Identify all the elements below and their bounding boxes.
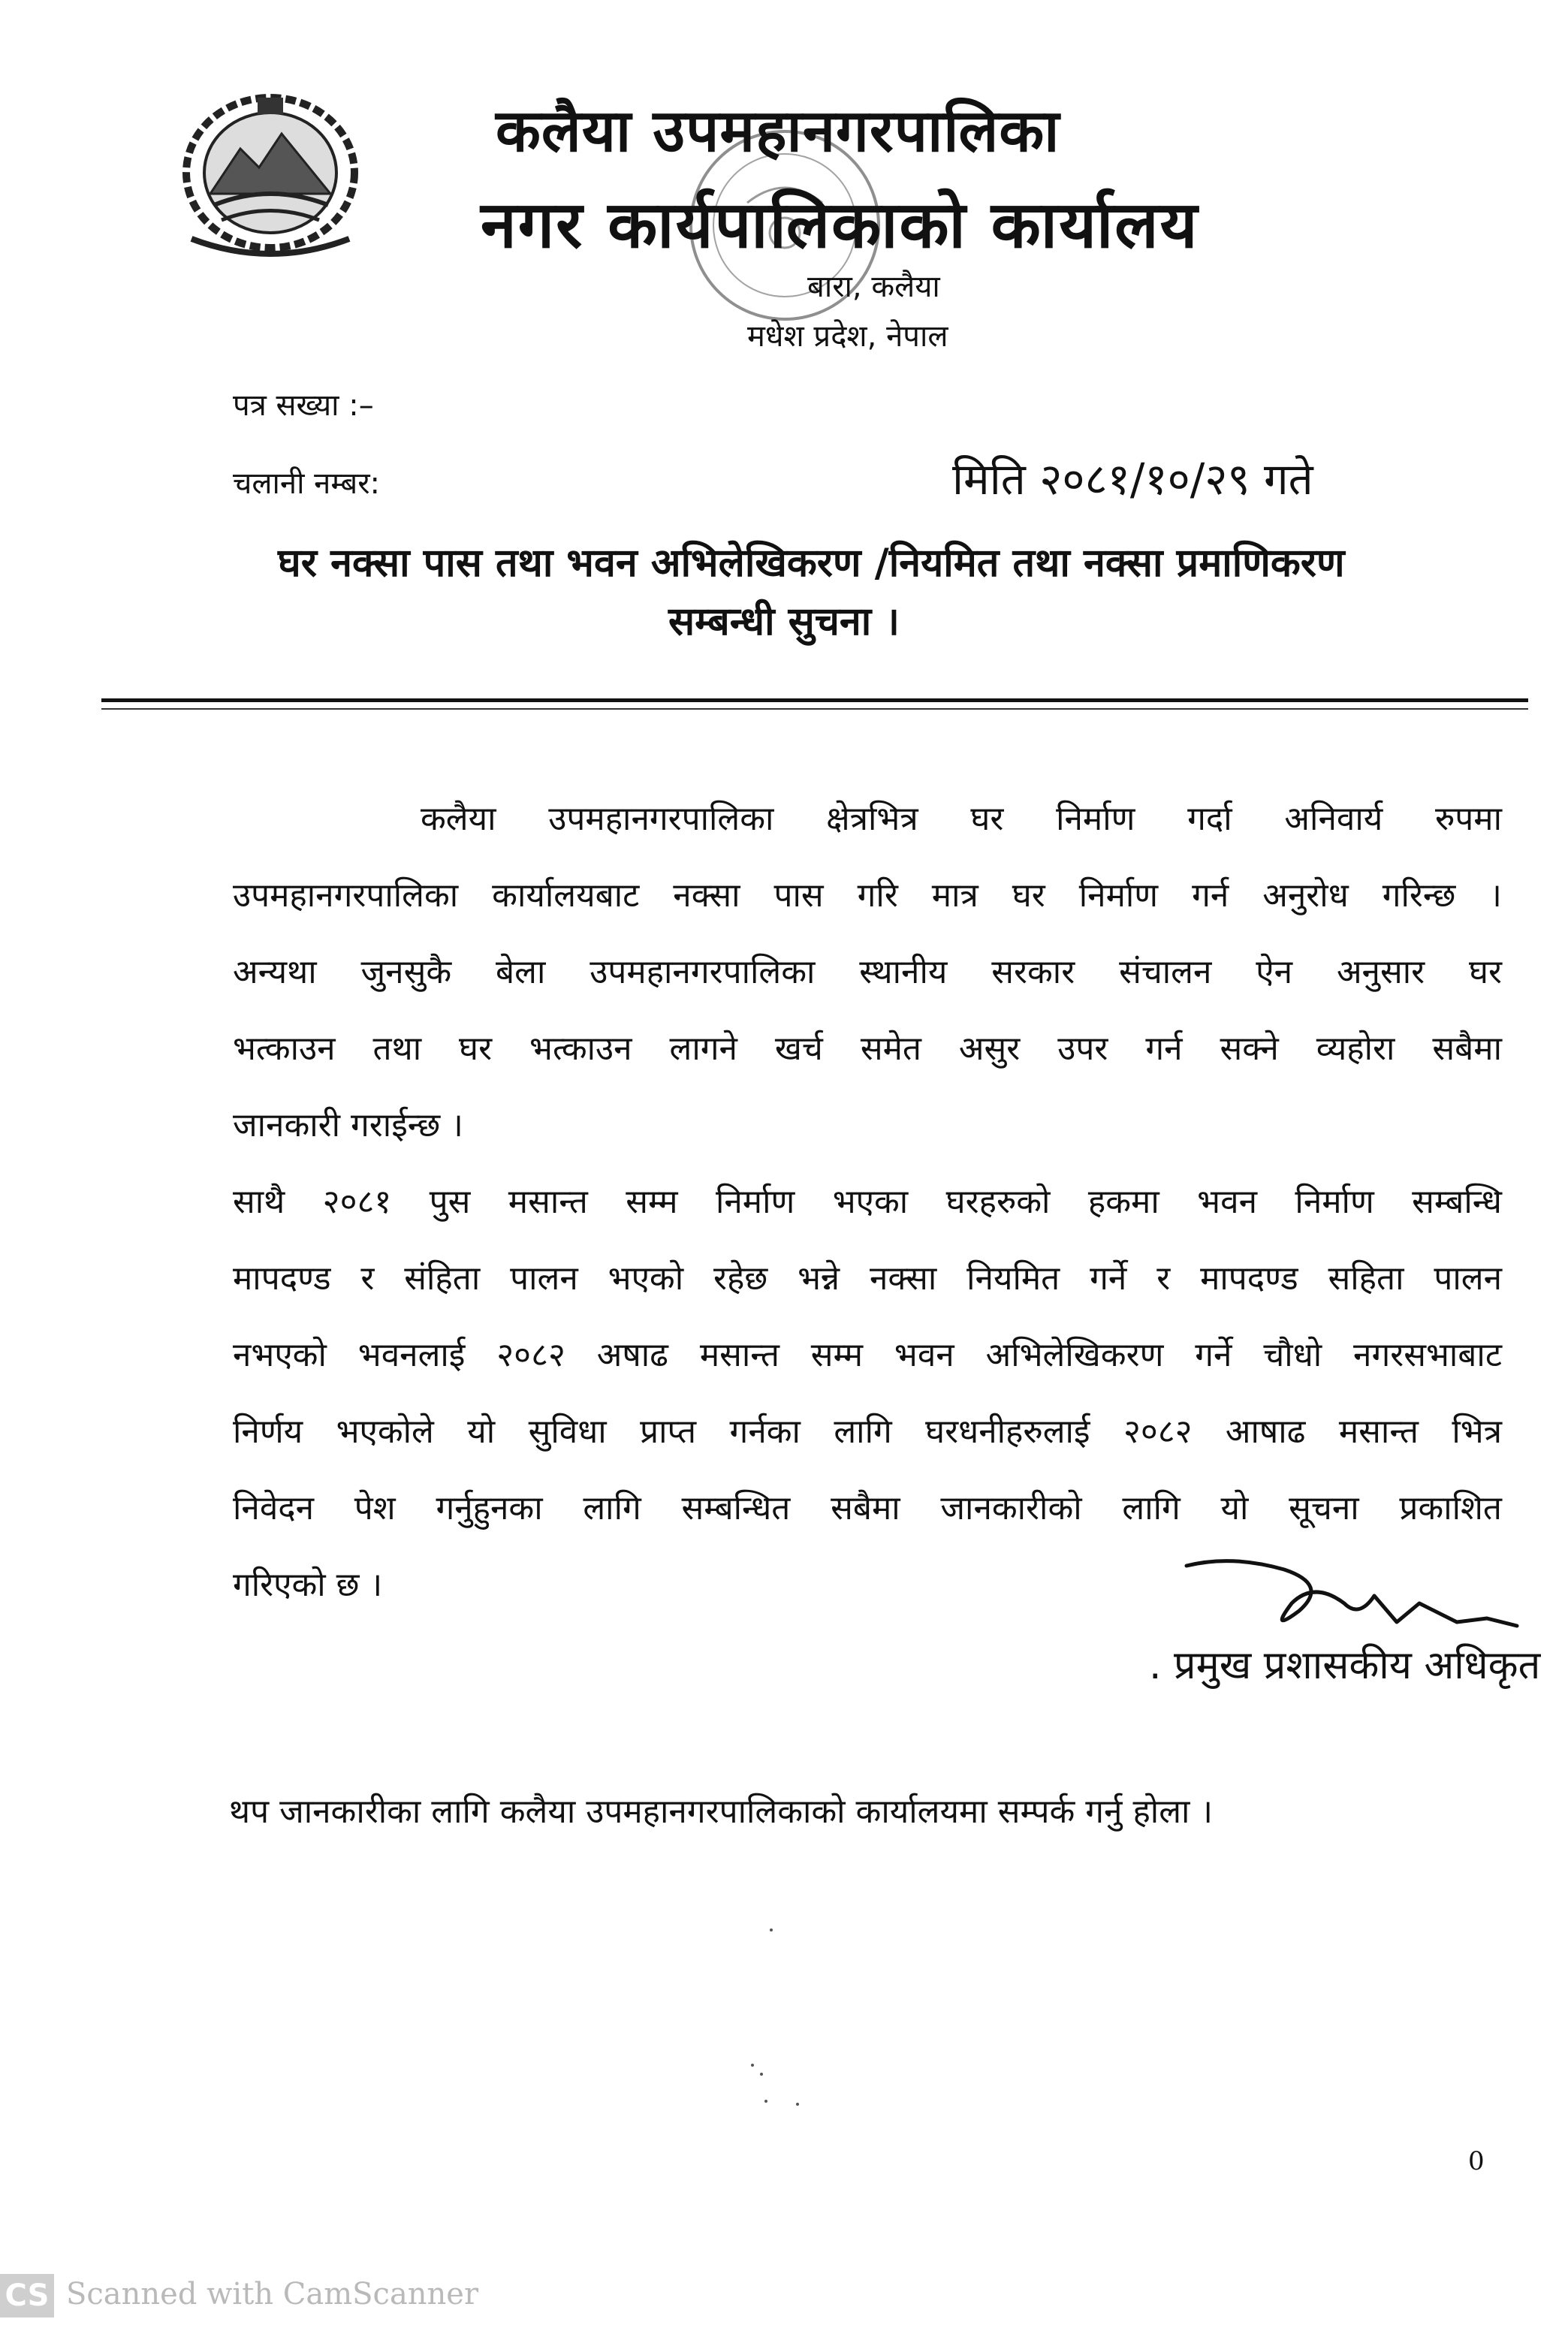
subject-line1: घर नक्सा पास तथा भवन अभिलेखिकरण /नियमित तथा नक्सा प्रमाणिकरण [278,541,1345,586]
subject-line2: सम्बन्धी सुचना । [668,599,900,644]
address-line1: बारा, कलैया [807,270,940,304]
contact-note: थप जानकारीका लागि कलैया उपमहानगरपालिकाको कार्यालयमा सम्पर्क गर्नु होला । [229,1793,1214,1831]
address-line2: मधेश प्रदेश, नेपाल [747,319,948,354]
letter-number-label: पत्र सख्या :– [233,388,374,423]
scan-speck [796,2103,799,2106]
paragraph-line: उपमहानगरपालिका कार्यालयबाट नक्सा पास गरि मात्र घर निर्माण गर्न अनुरोध गरिन्छ । [233,876,1502,915]
date-label: मिति २०८१/१०/२९ गते [952,454,1313,505]
scan-speck [764,2100,767,2103]
paragraph-line: साथै २०८१ पुस मसान्त सम्म निर्माण भएका घरहरुको हकमा भवन निर्माण सम्बन्धि [233,1183,1502,1221]
paragraph-line: मापदण्ड र संहिता पालन भएको रहेछ भन्ने नक्सा नियमित गर्ने र मापदण्ड सहिता पालन [233,1259,1502,1298]
paragraph-line: नभएको भवनलाई २०८२ अषाढ मसान्त सम्म भवन अभिलेखिकरण गर्ने चौधो नगरसभाबाट [233,1336,1502,1374]
handwritten-signature [1171,1551,1524,1648]
office-name-line2: नगर कार्यपालिकाको कार्यालय [481,188,1199,263]
dispatch-number-label: चलानी नम्बर: [233,466,381,501]
paragraph-line: निवेदन पेश गर्नुहुनका लागि सम्बन्धित सबैमा जानकारीको लागि यो सूचना प्रकाशित [233,1489,1502,1527]
office-name-line1: कलैया उपमहानगरपालिका [496,98,1060,165]
page-number: 0 [1468,2146,1485,2176]
divider-thick [101,698,1528,702]
camscanner-watermark: Scanned with CamScanner [66,2277,479,2311]
camscanner-logo-icon: CS [0,2274,54,2317]
scan-speck [770,1928,773,1931]
scan-speck [760,2073,763,2076]
paragraph-line: जानकारी गराईन्छ । [233,1106,463,1144]
paragraph-line: गरिएको छ । [233,1566,383,1604]
paragraph-line: निर्णय भएकोले यो सुविधा प्राप्त गर्नका लागि घरधनीहरुलाई २०८२ आषाढ मसान्त भित्र [233,1413,1502,1451]
scan-speck [751,2064,754,2067]
paragraph-line: भत्काउन तथा घर भत्काउन लागने खर्च समेत असुर उपर गर्न सक्ने व्यहोरा सबैमा [233,1030,1502,1068]
signatory-title: . प्रमुख प्रशासकीय अधिकृत [1149,1643,1541,1688]
divider-thin [101,708,1528,710]
paragraph-line: अन्यथा जुनसुकै बेला उपमहानगरपालिका स्थानीय सरकार संचालन ऐन अनुसार घर [233,953,1502,991]
paragraph-line: कलैया उपमहानगरपालिका क्षेत्रभित्र घर निर्माण गर्दा अनिवार्य रुपमा [421,800,1502,838]
government-emblem-icon [169,81,372,261]
